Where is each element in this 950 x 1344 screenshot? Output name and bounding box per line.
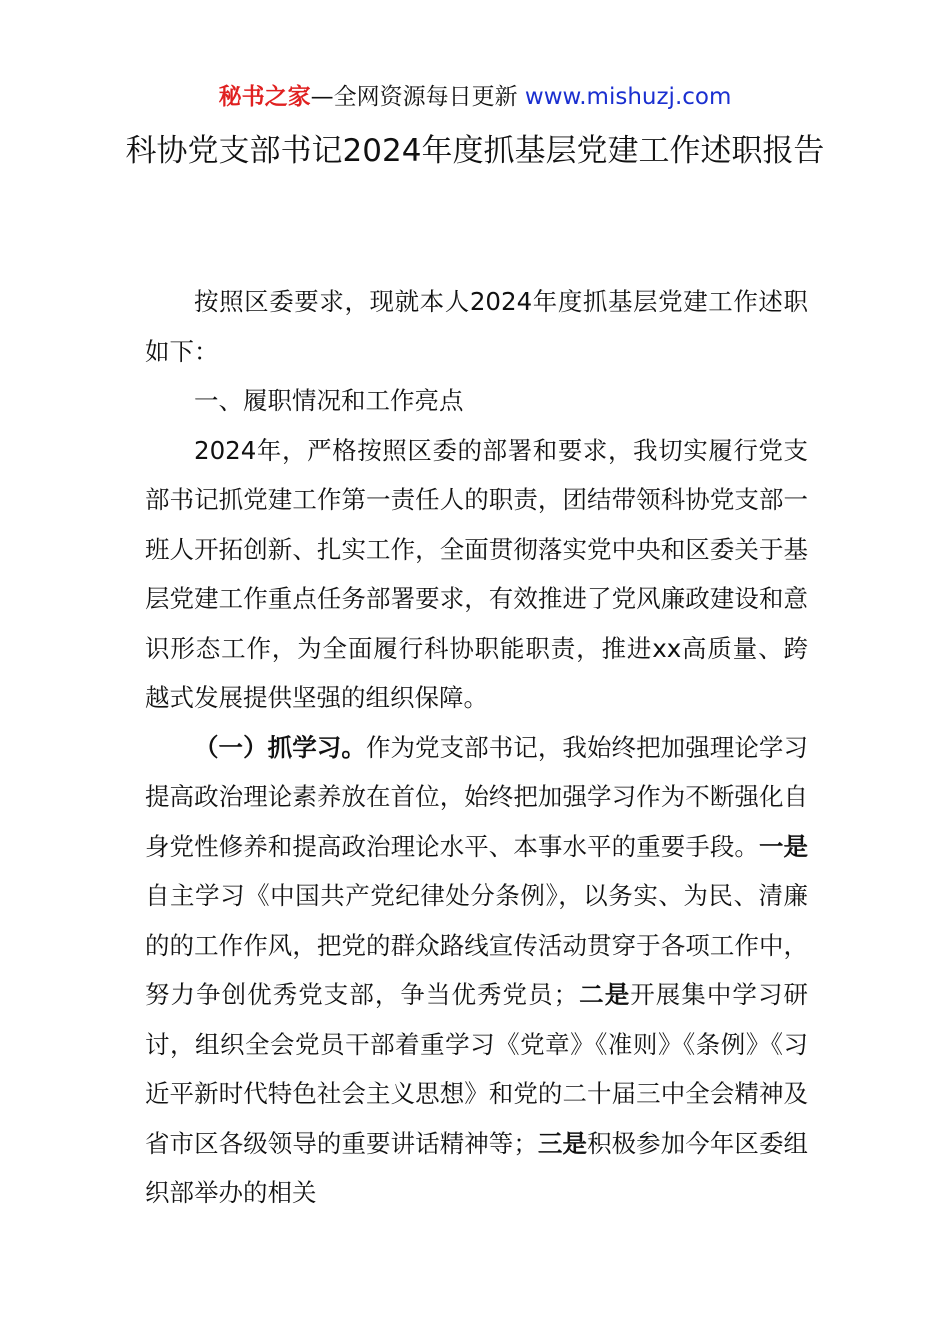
overview-paragraph: 2024年，严格按照区委的部署和要求，我切实履行党支部书记抓党建工作第一责任人的职责，团结带领科协党支部一班人开拓创新、扎实工作，全面贯彻落实党中央和区委关于基层党建工作重点任务部署要求，有效推进了党风廉政建设和意识形态工作，为全面履行科协职能职责，推进xx高质量、跨越式发展提供坚强的组织保障。 (145, 435, 808, 712)
paragraph-text: 自主学习《中国共产党纪律处分条例》，以务实、为民、清廉的的工作作风，把党的群众路线宣传活动贯穿于各项工作中，努力争创优秀党支部，争当优秀党员； (145, 881, 808, 1009)
paragraph-text: 积极参加今年区委组织部举办的相关 (145, 1128, 809, 1207)
paragraph-text: 作为党支部书记，我始终把加强理论学习提高政治理论素养放在首位，始终把加强学习作为不断强化自身党性修养和提高政治理论水平、本事水平的重要手段。 (145, 732, 808, 861)
study-paragraph (145, 723, 808, 1218)
document-body (145, 277, 808, 1218)
point-marker-1: 一是 (758, 831, 809, 861)
document-title: 科协党支部书记2024年度抓基层党建工作述职报告 (125, 133, 825, 169)
point-marker-2: 二是 (578, 980, 631, 1009)
brand-name: 秘书之家 (218, 84, 311, 110)
site-header (0, 80, 950, 114)
intro-paragraph: 按照区委要求，现就本人2024年度抓基层党建工作述职如下： (145, 287, 808, 366)
section-heading: 一、履职情况和工作亮点 (194, 386, 464, 415)
site-url-link[interactable]: www.mishuzj.com (524, 84, 732, 110)
paragraph-text: 开展集中学习研讨，组织全会党员干部着重学习《党章》《准则》《条例》《习近平新时代特色社会主义思想》和党的二十届三中全会精神及省市区各级领导的重要讲话精神等； (145, 980, 809, 1158)
subsection-heading: （一）抓学习。 (194, 732, 366, 762)
header-tagline: —全网资源每日更新 (310, 84, 525, 110)
point-marker-3: 三是 (537, 1128, 588, 1158)
